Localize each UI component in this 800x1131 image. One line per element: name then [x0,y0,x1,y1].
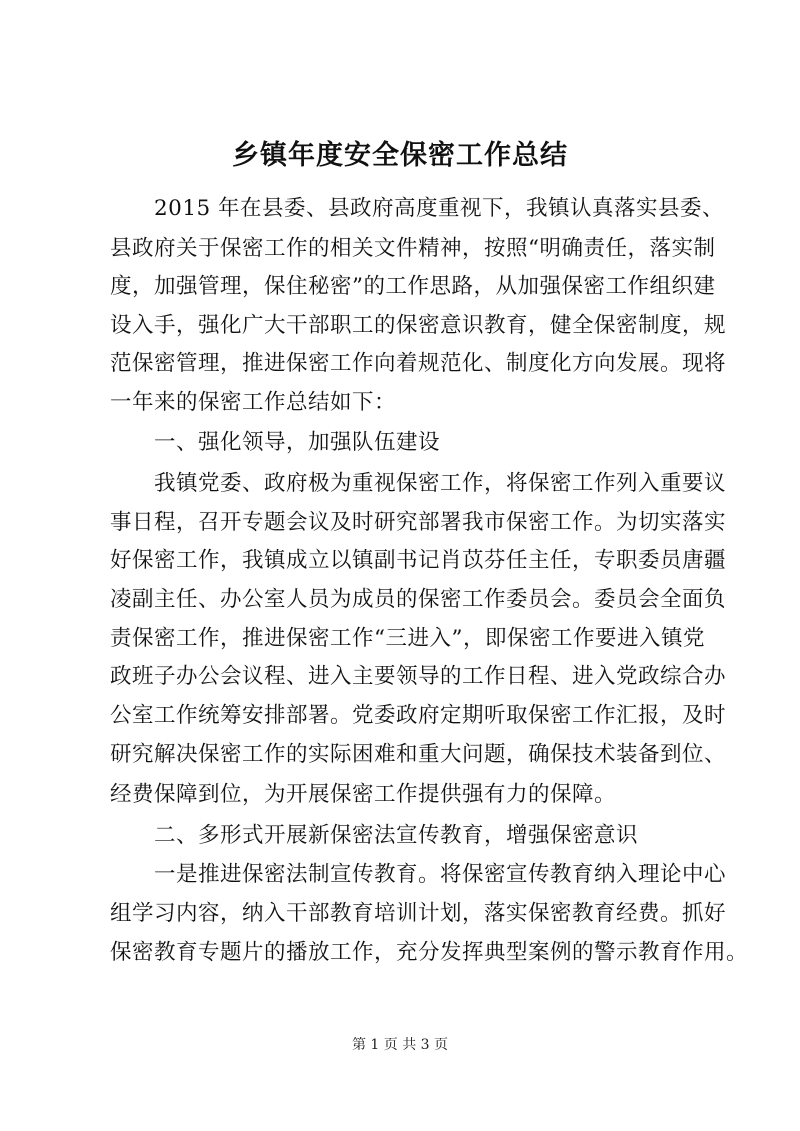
paragraph-line: 凌副主任、办公室人员为成员的保密工作委员会。委员会全面负 [110,587,727,612]
paragraph-line: 设入手，强化广大干部职工的保密意识教育，健全保密制度，规 [110,313,727,338]
paragraph-line: 保密教育专题片的播放工作，充分发挥典型案例的警示教育作用。 [110,940,749,965]
paragraph-line: 公室工作统筹安排部署。党委政府定期听取保密工作汇报，及时 [110,703,727,728]
paragraph-line: 好保密工作，我镇成立以镇副书记肖苡芬任主任，专职委员唐疆 [110,548,727,573]
paragraph-line: 事日程，召开专题会议及时研究部署我市保密工作。为切实落实 [110,510,727,535]
document-title: 乡镇年度安全保密工作总结 [232,140,568,171]
section-heading-1: 一、强化领导，加强队伍建设 [110,430,441,455]
paragraph-line: 2015 年在县委、县政府高度重视下，我镇认真落实县委、 [110,196,725,221]
section-heading-2: 二、多形式开展新保密法宣传教育，增强保密意识 [110,823,639,848]
paragraph-line: 范保密管理，推进保密工作向着规范化、制度化方向发展。现将 [110,351,727,376]
paragraph-line: 县政府关于保密工作的相关文件精神，按照“明确责任，落实制 [110,236,716,261]
paragraph-line: 一年来的保密工作总结如下： [110,390,397,415]
paragraph-line: 一是推进保密法制宣传教育。将保密宣传教育纳入理论中心 [110,862,727,887]
paragraph-line: 责保密工作，推进保密工作“三进入”，即保密工作要进入镇党 [110,626,705,651]
paragraph-line: 我镇党委、政府极为重视保密工作，将保密工作列入重要议 [110,471,727,496]
page-number: 第 1 页 共 3 页 [351,1037,449,1053]
paragraph-line: 政班子办公会议程、进入主要领导的工作日程、进入党政综合办 [110,664,727,689]
paragraph-line: 研究解决保密工作的实际困难和重大问题，确保技术装备到位、 [110,742,727,767]
paragraph-line: 组学习内容，纳入干部教育培训计划，落实保密教育经费。抓好 [110,901,727,926]
paragraph-line: 经费保障到位，为开展保密工作提供强有力的保障。 [110,782,617,807]
paragraph-line: 度，加强管理，保住秘密”的工作思路，从加强保密工作组织建 [110,274,716,299]
